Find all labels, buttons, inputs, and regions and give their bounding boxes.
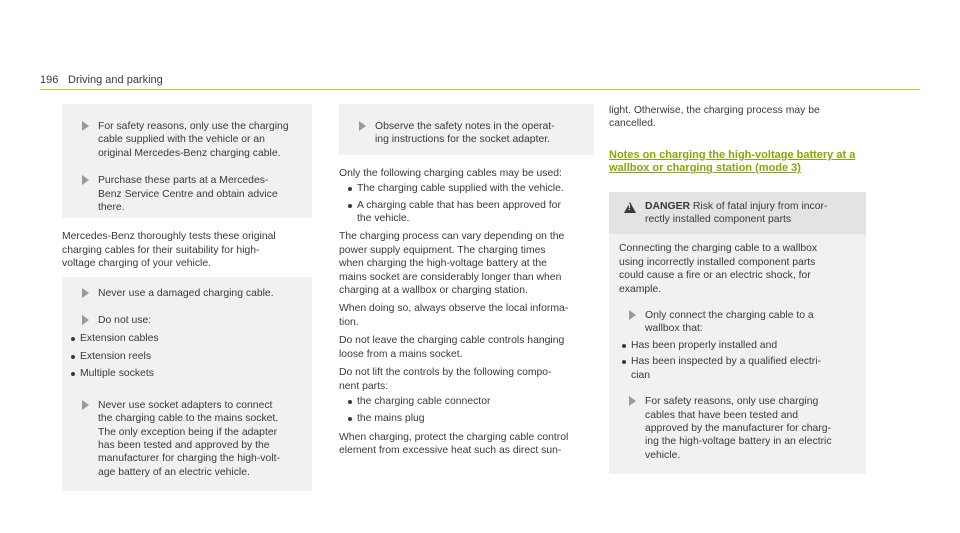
paragraph: When doing so, always observe the local informa- tion. (339, 303, 569, 328)
page-number: 196 (40, 74, 59, 86)
paragraph: light. Otherwise, the charging process may be cancelled. (609, 105, 820, 130)
instruction-block-3 (339, 104, 594, 155)
list-item: the charging cable connector (345, 395, 594, 408)
instruction-step: Purchase these parts at a Mercedes- Benz Service Centre and obtain advice there. (62, 174, 312, 214)
section-heading: Notes on charging the high-voltage battery at a wallbox or charging station (mode 3) (609, 148, 856, 175)
paragraph: Mercedes-Benz thoroughly tests these original charging cables for their suitability for high- voltage charging of your vehicle. (62, 231, 276, 270)
bullet-list (619, 339, 856, 382)
danger-warning (609, 192, 866, 475)
bullet-list (62, 332, 312, 380)
step-arrow-icon (629, 310, 636, 320)
paragraph: When charging, protect the charging cable control element from excessive heat such as direct sun- (339, 431, 569, 457)
header-rule (40, 89, 920, 90)
column-1 (62, 104, 312, 491)
instruction-step: Do not use: (62, 314, 312, 327)
instruction-step: For safety reasons, only use the charging cable supplied with the vehicle or an original Mercedes-Benz charging cable. (62, 120, 312, 160)
list-item: The charging cable supplied with the vehicle. (345, 182, 594, 195)
column-2 (339, 104, 594, 458)
page-header (40, 74, 920, 90)
paragraph: Do not leave the charging cable controls hanging loose from a mains socket. (339, 335, 565, 360)
bullet-list (339, 395, 594, 426)
step-arrow-icon (359, 121, 366, 131)
step-arrow-icon (82, 288, 89, 298)
instruction-step: Only connect the charging cable to a wallbox that: (609, 309, 856, 336)
list-item: the mains plug (345, 412, 594, 425)
danger-header: ! DANGER Risk of fatal injury from incor- rectly installed component parts (609, 192, 866, 235)
instruction-block-2 (62, 277, 312, 491)
bullet-list (339, 182, 594, 225)
list-item: Extension reels (68, 350, 312, 363)
instruction-step: Observe the safety notes in the operat- ing instructions for the socket adapter. (339, 120, 594, 147)
section-name: Driving and parking (68, 74, 163, 86)
instruction-block-1 (62, 104, 312, 218)
list-item: Extension cables (68, 332, 312, 345)
list-item: Has been inspected by a qualified electri- cian (619, 355, 856, 382)
list-item: Multiple sockets (68, 367, 312, 380)
warning-triangle-icon (624, 202, 636, 213)
instruction-step: Never use socket adapters to connect the charging cable to the mains socket. The only exception being if the adapter has been tested and approved by the manufacturer for charging the high-volt- age battery of an electric vehicle. (62, 399, 312, 479)
step-arrow-icon (629, 396, 636, 406)
danger-body: Connecting the charging cable to a wallbox using incorrectly installed component parts could cause a fire or an electric shock, for example. Only connect the charging cable to a wallbox that: Has been properly installed and Has been inspected by a qualified electri- cian For safety reasons, only use charging cables that have been tested and approved by the manufacturer for charg- ing the high-voltage battery in an electric vehicle. (609, 234, 866, 474)
paragraph: Only the following charging cables may be used: (339, 167, 562, 179)
step-arrow-icon (82, 175, 89, 185)
step-arrow-icon (82, 315, 89, 325)
danger-label: DANGER (645, 200, 691, 212)
step-arrow-icon (82, 121, 89, 131)
paragraph: The charging process can vary depending on the power supply equipment. The charging times when charging the high-voltage battery at the mains socket are considerably longer than when charging at a wallbox or charging station. (339, 231, 565, 297)
column-3 (609, 104, 866, 474)
paragraph: Do not lift the controls by the following compo- nent parts: (339, 367, 552, 392)
list-item: Has been properly installed and (619, 339, 856, 352)
step-arrow-icon (82, 400, 89, 410)
instruction-step: Never use a damaged charging cable. (62, 287, 312, 300)
list-item: A charging cable that has been approved for the vehicle. (345, 199, 594, 226)
instruction-step: For safety reasons, only use charging cables that have been tested and approved by the manufacturer for charg- ing the high-voltage battery in an electric vehicle. (609, 395, 856, 462)
